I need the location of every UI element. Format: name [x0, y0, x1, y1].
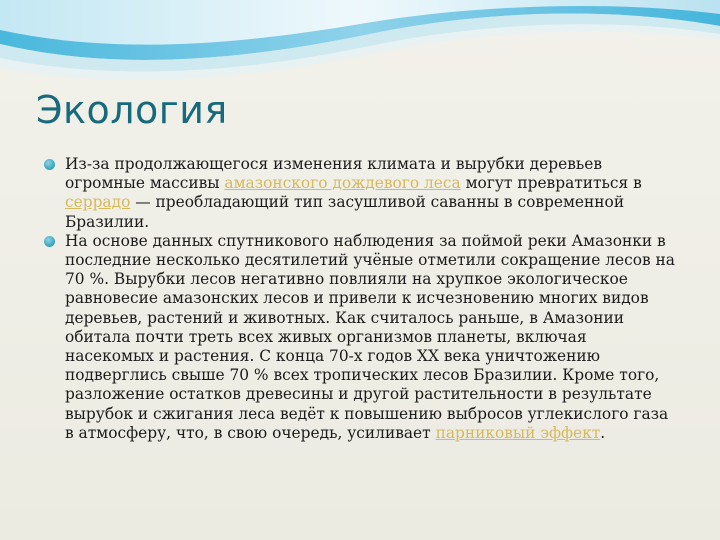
link-greenhouse-effect[interactable]: парниковый эффект: [435, 423, 601, 442]
bullet-text: могут превратиться в: [460, 174, 642, 193]
link-amazon-rainforest[interactable]: амазонского дождевого леса: [224, 174, 461, 193]
decorative-wave-header: [0, 0, 720, 100]
bullet-list: [44, 155, 680, 443]
bullet-text: — преобладающий тип засушливой саванны в современной Бразилии.: [65, 193, 625, 231]
bullet-text: .: [600, 423, 606, 442]
bullet-item-climate: [44, 155, 680, 232]
bullet-dot-icon: [44, 236, 55, 247]
bullet-item-deforestation: [44, 232, 680, 443]
slide-title: Экология: [36, 88, 228, 132]
bullet-dot-icon: [44, 159, 55, 170]
bullet-text: На основе данных спутникового наблюдения за поймой реки Амазонки в последние несколько десятилетий учёные отметили сокращение лесов на 70 %. Вырубки лесов негативно повлияли на хрупкое экологическое равновесие амазонских лесов и привели к исчезновению многих видов деревьев, растений и животных. Как считалось раньше, в Амазонии обитала почти треть всех живых организмов планеты, включая насекомых и растения. С конца 70-х годов XX века уничтожению подверглись свыше 70 % всех тропических лесов Бразилии. Кроме того, разложение остатков древесины и другой растительности в результате вырубок и сжигания леса ведёт к повышению выбросов углекислого газа в атмосферу, что, в свою очередь, усиливает: [65, 231, 675, 442]
bullet-text: Из-за продолжающегося изменения климата и вырубки деревьев огромные массивы: [65, 155, 603, 193]
link-cerrado[interactable]: серрадо: [65, 193, 131, 212]
